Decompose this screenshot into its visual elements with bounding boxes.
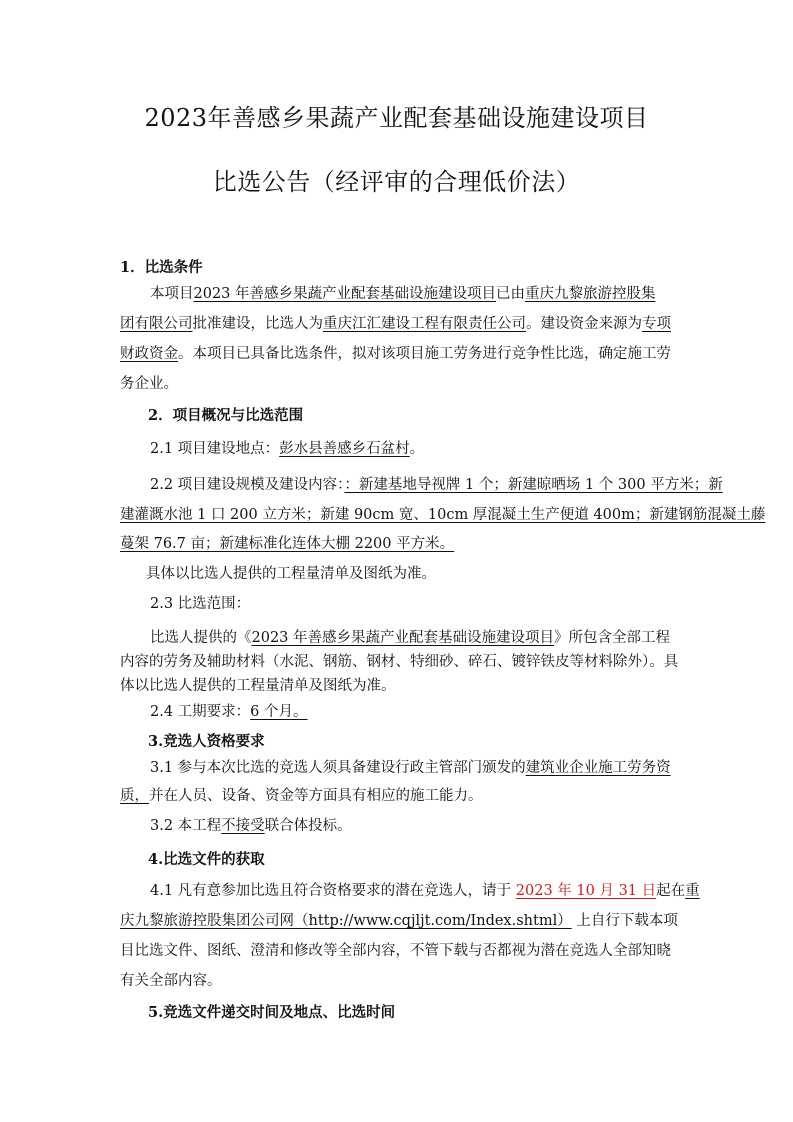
s4-1-line1: 4.1 凡有意参加比选且符合资格要求的潜在竞选人，请于 2023 年 10 月 31 日起在重 bbox=[150, 883, 700, 899]
download-site-link[interactable]: 庆九黎旅游控股集团公司网（http://www.cqjljt.com/Index.shtml） bbox=[120, 913, 572, 929]
section-3-heading: 3.竞选人资格要求 bbox=[148, 733, 265, 750]
s2-2-line2: 建灌溉水池 1 口 200 立方米；新建 90cm 宽、10cm 厚混凝土生产便道 400m；新建钢筋混凝土藤 bbox=[120, 507, 766, 523]
s2-3-line2: 内容的劳务及辅助材料（水泥、钢筋、钢材、特细砂、碎石、镀锌铁皮等材料除外）。具 bbox=[120, 654, 679, 670]
doc-title-line1: 2023年善感乡果蔬产业配套基础设施建设项目 bbox=[144, 104, 649, 132]
section-2-heading: 2．项目概况与比选范围 bbox=[148, 407, 304, 424]
s3-1-line2: 质，并在人员、设备、资金等方面具有相应的施工能力。 bbox=[120, 788, 483, 804]
s2-1-location: 2.1 项目建设地点：彭水县善感乡石盆村。 bbox=[150, 441, 425, 457]
section-1-heading: 1．比选条件 bbox=[120, 259, 203, 276]
s2-2-note: 具体以比选人提供的工程量清单及图纸为准。 bbox=[146, 566, 436, 582]
s4-1-line2: 庆九黎旅游控股集团公司网（http://www.cqjljt.com/Index.shtml） 上自行下载本项 bbox=[120, 913, 678, 929]
s2-3-line3: 体以比选人提供的工程量清单及图纸为准。 bbox=[120, 678, 396, 694]
s1-para-line4: 务企业。 bbox=[120, 376, 178, 392]
s2-3-line1: 比选人提供的《2023 年善感乡果蔬产业配套基础设施建设项目》所包含全部工程 bbox=[150, 630, 671, 646]
s1-para-line1: 本项目2023 年善感乡果蔬产业配套基础设施建设项目已由重庆九黎旅游控股集 bbox=[150, 286, 656, 302]
s3-2-line: 3.2 本工程不接受联合体投标。 bbox=[150, 818, 352, 834]
doc-title-line2: 比选公告（经评审的合理低价法） bbox=[212, 168, 581, 196]
s3-1-line1: 3.1 参与本次比选的竞选人须具备建设行政主管部门颁发的建筑业企业施工劳务资 bbox=[150, 760, 671, 776]
s4-1-line3: 目比选文件、图纸、澄清和修改等全部内容，不管下载与否都视为潜在竞选人全部知晓 bbox=[120, 943, 671, 959]
s2-2-line3: 蔓架 76.7 亩；新建标准化连体大棚 2200 平方米。 bbox=[120, 536, 455, 552]
s2-4-period: 2.4 工期要求：6 个月。 bbox=[150, 704, 308, 720]
s1-para-line3: 财政资金。本项目已具备比选条件，拟对该项目施工劳务进行竞争性比选，确定施工劳 bbox=[120, 346, 671, 362]
section-5-heading: 5.竞选文件递交时间及地点、比选时间 bbox=[148, 1004, 396, 1021]
s2-3-heading: 2.3 比选范围： bbox=[150, 596, 251, 612]
download-start-date: 2023 年 10 月 31 日 bbox=[515, 883, 657, 899]
section-4-heading: 4.比选文件的获取 bbox=[148, 851, 265, 868]
s4-1-line4: 有关全部内容。 bbox=[120, 973, 222, 989]
s2-2-line1: 2.2 项目建设规模及建设内容：：新建基地导视牌 1 个；新建晾晒场 1 个 300 平方米；新 bbox=[150, 477, 723, 493]
s1-para-line2: 团有限公司批准建设，比选人为重庆江汇建设工程有限责任公司。建设资金来源为专项 bbox=[120, 316, 671, 332]
